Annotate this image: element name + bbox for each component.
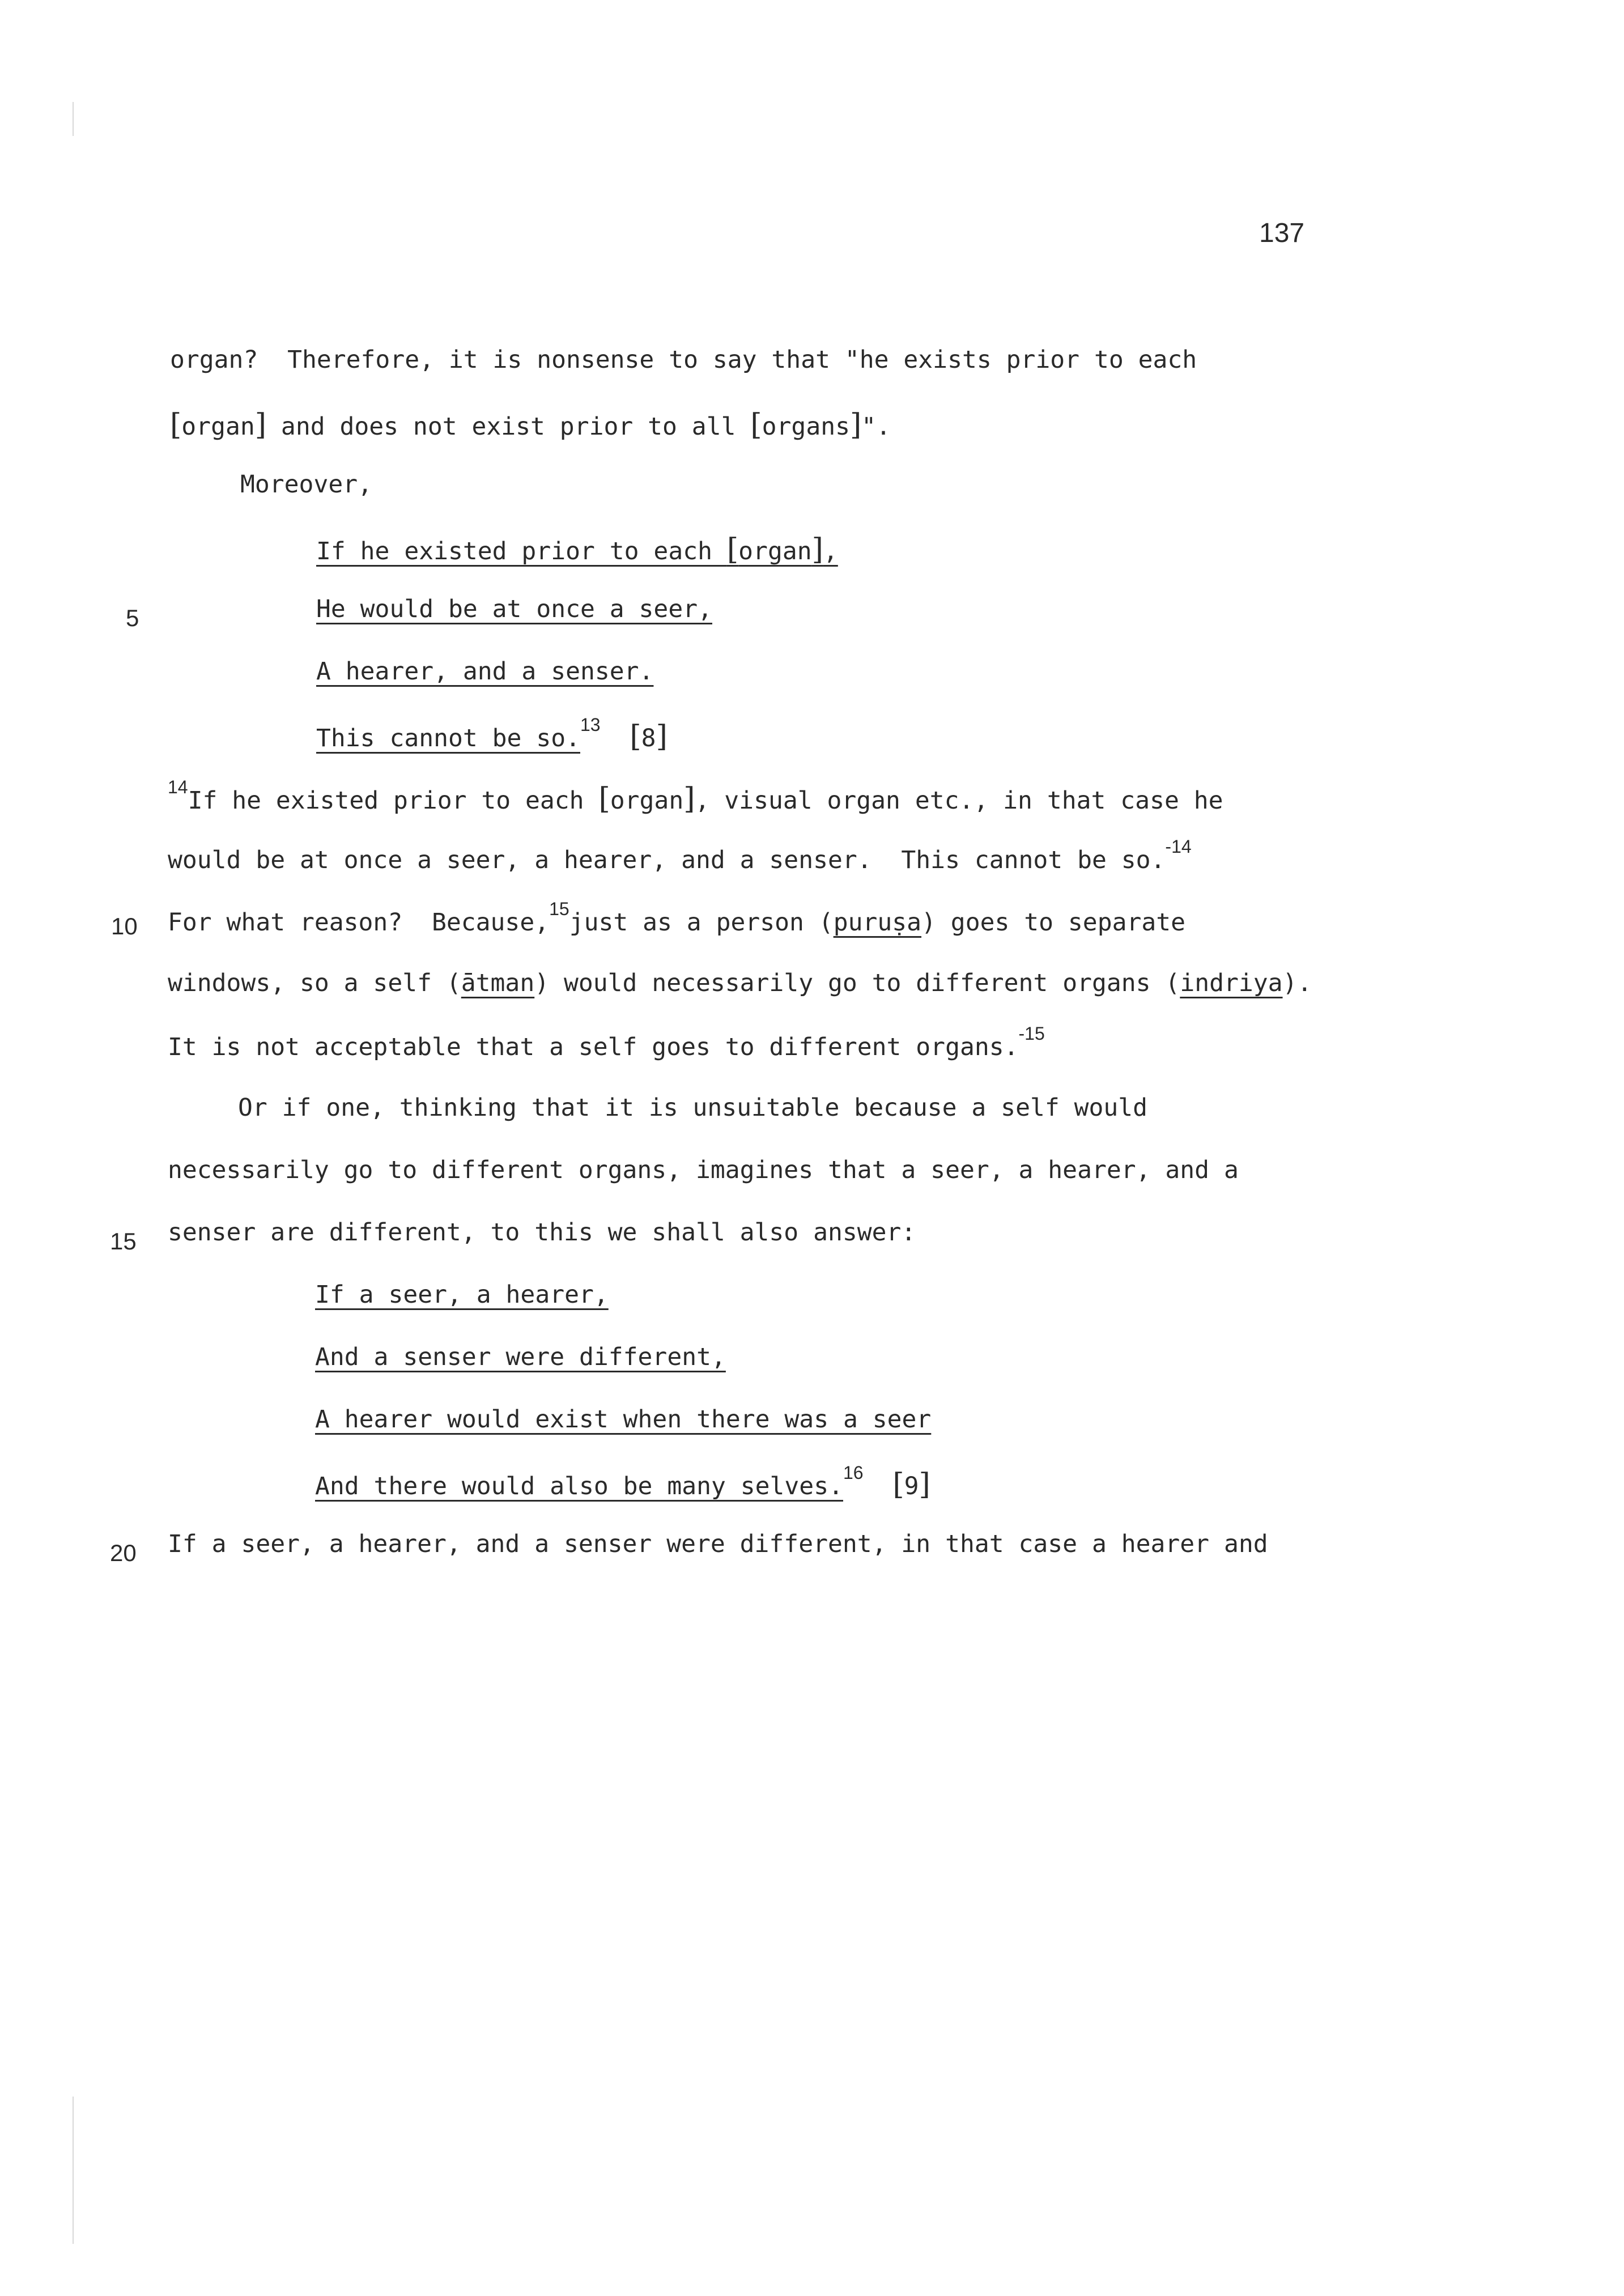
margin-line-number-15: 15: [110, 1228, 137, 1255]
text-line-14: necessarily go to different organs, imagines that a seer, a hearer, and a: [168, 1156, 1239, 1184]
text-line-8: $^{14}$If he existed prior to each [organ], visual organ etc., in that case he: [168, 776, 1223, 816]
text-line-11: windows, so a self (ātman) would necessarily go to different organs (indriya).: [168, 969, 1312, 997]
footnote-ref-16: 16: [843, 1462, 864, 1483]
verse-line-4: This cannot be so.$^{13}$ [8]: [316, 714, 668, 754]
scan-mark: [73, 102, 74, 136]
text-line-13: Or if one, thinking that it is unsuitable because a self would: [238, 1094, 1148, 1122]
verse-line-3: A hearer, and a senser.: [316, 657, 654, 686]
footnote-ref-15-end: -15: [1018, 1023, 1045, 1044]
footnote-ref-14: 14: [168, 776, 188, 797]
margin-line-number-10: 10: [111, 913, 138, 939]
verse-line-1: If he existed prior to each [organ],: [316, 533, 838, 567]
footnote-ref-15: 15: [549, 899, 569, 919]
verse-line-7: A hearer would exist when there was a seer: [315, 1405, 932, 1434]
footnote-ref-13: 13: [580, 714, 601, 735]
verse-line-2: He would be at once a seer,: [316, 595, 712, 623]
text-line-9: would be at once a seer, a hearer, and a senser. This cannot be so.$^{-14}$: [168, 836, 1192, 875]
page-number: 137: [1259, 218, 1305, 248]
text-line-1: organ? Therefore, it is nonsense to say that "he exists prior to each: [170, 346, 1197, 374]
text-line-20: If a seer, a hearer, and a senser were different, in that case a hearer and: [168, 1530, 1268, 1558]
text-line-2: [organ] and does not exist prior to all [organs]".: [170, 408, 891, 442]
verse-line-8: And there would also be many selves.$^{16}$ [9]: [315, 1462, 930, 1502]
footnote-ref-14-end: -14: [1165, 836, 1192, 857]
margin-line-number-5: 5: [126, 605, 139, 631]
scan-mark: [73, 2097, 74, 2244]
margin-line-number-20: 20: [110, 1540, 137, 1566]
text-line-3: Moreover,: [240, 470, 372, 499]
text-line-12: It is not acceptable that a self goes to different organs.$^{-15}$: [168, 1023, 1045, 1062]
text-line-15: senser are different, to this we shall also answer:: [168, 1218, 916, 1247]
text-line-10: For what reason? Because,$^{15}$just as a person (puruṣa) goes to separate: [168, 899, 1186, 937]
verse-line-5: If a seer, a hearer,: [315, 1281, 609, 1309]
verse-line-6: And a senser were different,: [315, 1343, 726, 1371]
